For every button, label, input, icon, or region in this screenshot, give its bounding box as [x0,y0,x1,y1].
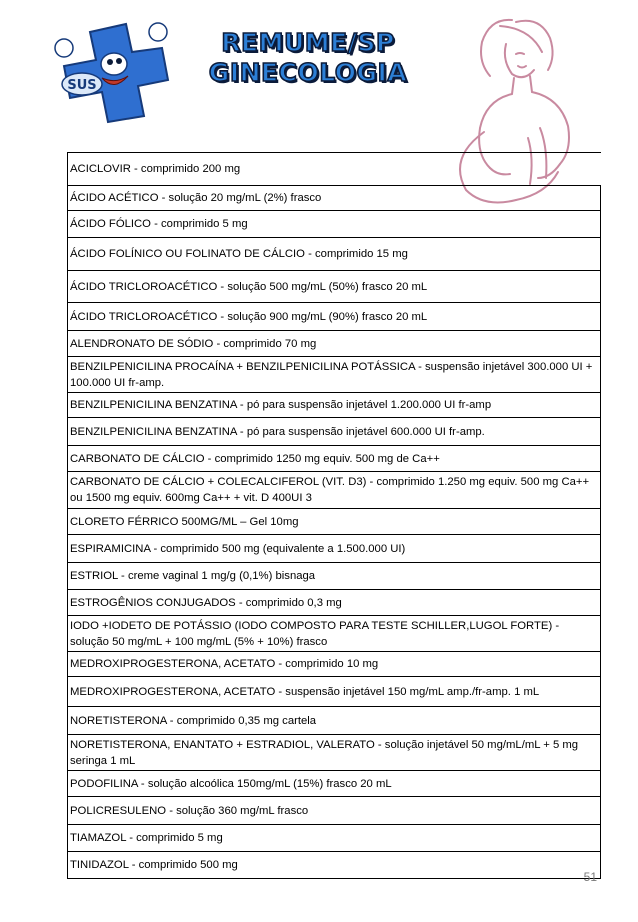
title-ginecologia: GINECOLOGIA [208,58,408,87]
table-cell: ACICLOVIR - comprimido 200 mg [68,153,601,186]
table-row [68,677,601,707]
table-cell: BENZILPENICILINA PROCAÍNA + BENZILPENICILINA POTÁSSICA - suspensão injetável 300.000 UI + 100.000 UI fr-amp. [68,357,601,393]
table-cell: ÁCIDO FOLÍNICO OU FOLINATO DE CÁLCIO - comprimido 15 mg [68,238,601,271]
table-cell: IODO +IODETO DE POTÁSSIO (IODO COMPOSTO PARA TESTE SCHILLER,LUGOL FORTE) - solução 50 mg/mL + 100 mg/mL (5% + 10%) frasco [68,616,601,652]
table-cell: ÁCIDO TRICLOROACÉTICO - solução 500 mg/mL (50%) frasco 20 mL [68,271,601,303]
table-row [68,211,601,238]
page-number: 51 [583,870,597,884]
title-remume: REMUME/SP [221,28,395,57]
page-title [196,28,420,88]
table-cell: MEDROXIPROGESTERONA, ACETATO - comprimido 10 mg [68,652,601,677]
table-cell: ESTRIOL - creme vaginal 1 mg/g (0,1%) bisnaga [68,563,601,590]
sus-logo-text: SUS [67,78,97,93]
table-row [68,616,601,652]
table-row [68,771,601,797]
table-cell: BENZILPENICILINA BENZATINA - pó para suspensão injetável 1.200.000 UI fr-amp [68,393,601,418]
table-cell: ESPIRAMICINA - comprimido 500 mg (equivalente a 1.500.000 UI) [68,535,601,563]
table-row [68,393,601,418]
table-cell: POLICRESULENO - solução 360 mg/mL frasco [68,797,601,825]
table-row [68,238,601,271]
table-row [68,652,601,677]
table-row [68,357,601,393]
table-cell: CLORETO FÉRRICO 500MG/ML – Gel 10mg [68,509,601,535]
table-row [68,418,601,446]
table-cell: BENZILPENICILINA BENZATINA - pó para suspensão injetável 600.000 UI fr-amp. [68,418,601,446]
table-row [68,472,601,509]
table-cell: CARBONATO DE CÁLCIO - comprimido 1250 mg equiv. 500 mg de Ca++ [68,446,601,472]
table-cell: CARBONATO DE CÁLCIO + COLECALCIFEROL (VIT. D3) - comprimido 1.250 mg equiv. 500 mg Ca++ ou 1500 mg equiv. 600mg Ca++ + vit. D 400UI 3 [68,472,601,509]
table-cell: PODOFILINA - solução alcoólica 150mg/mL (15%) frasco 20 mL [68,771,601,797]
table-row [68,186,601,211]
table-row [68,825,601,852]
table-row [68,271,601,303]
table-row [68,590,601,616]
table-row [68,331,601,357]
table-cell: ÁCIDO FÓLICO - comprimido 5 mg [68,211,601,238]
table-cell: NORETISTERONA, ENANTATO + ESTRADIOL, VALERATO - solução injetável 50 mg/mL/mL + 5 mg seringa 1 mL [68,735,601,771]
table-cell: MEDROXIPROGESTERONA, ACETATO - suspensão injetável 150 mg/mL amp./fr-amp. 1 mL [68,677,601,707]
table-cell: TINIDAZOL - comprimido 500 mg [68,852,601,879]
table-row [68,707,601,735]
table-row [68,153,601,186]
table-row [68,852,601,879]
table-row [68,735,601,771]
medication-table [67,152,601,879]
table-cell: TIAMAZOL - comprimido 5 mg [68,825,601,852]
table-cell: ÁCIDO ACÉTICO - solução 20 mg/mL (2%) frasco [68,186,601,211]
table-row [68,563,601,590]
sus-mascot-logo [52,14,172,126]
table-cell: ÁCIDO TRICLOROACÉTICO - solução 900 mg/mL (90%) frasco 20 mL [68,303,601,331]
table-row [68,303,601,331]
table-row [68,797,601,825]
table-cell: ESTROGÊNIOS CONJUGADOS - comprimido 0,3 mg [68,590,601,616]
table-cell: NORETISTERONA - comprimido 0,35 mg cartela [68,707,601,735]
table-cell: ALENDRONATO DE SÓDIO - comprimido 70 mg [68,331,601,357]
table-row [68,446,601,472]
table-row [68,509,601,535]
table-row [68,535,601,563]
